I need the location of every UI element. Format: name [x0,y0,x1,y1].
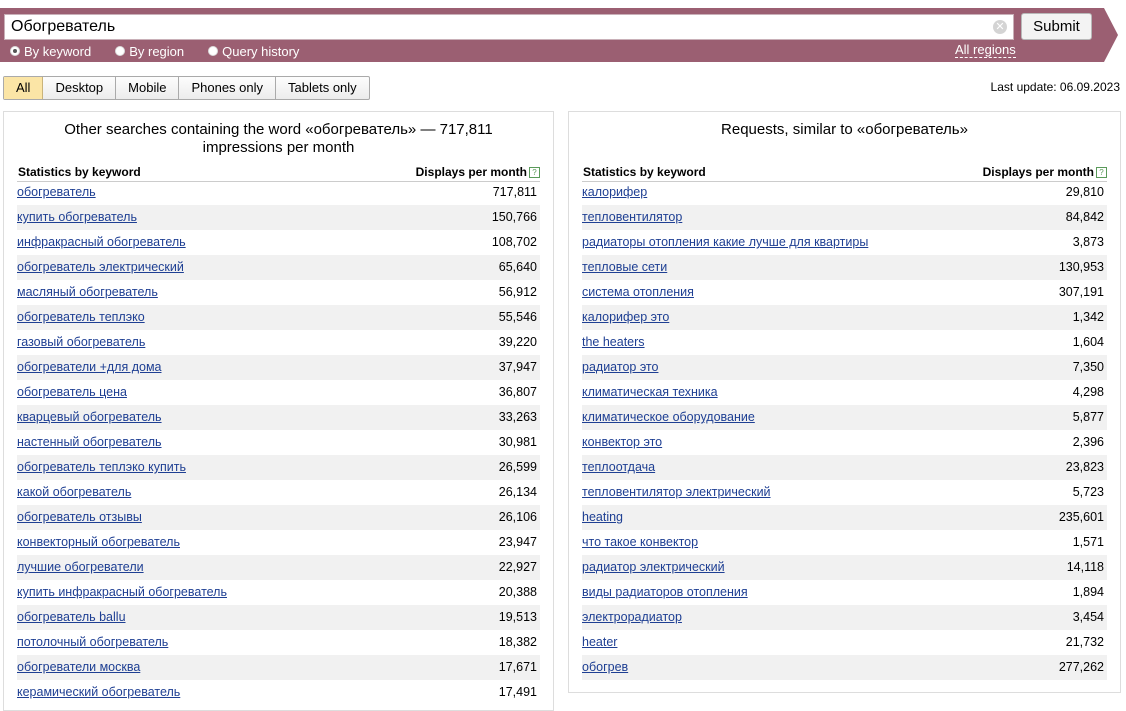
contains-word-panel [3,111,554,711]
displays-value: 18,382 [498,635,537,649]
keyword-link[interactable]: конвектор это [582,435,663,449]
displays-value: 37,947 [498,360,537,374]
displays-value: 30,981 [498,435,537,449]
table-row [582,230,1107,255]
keyword-link[interactable]: обогреватель теплэко купить [17,460,186,474]
displays-value: 1,342 [1072,310,1104,324]
tab-tablets-only[interactable]: Tablets only [288,80,357,95]
displays-value: 7,350 [1072,360,1104,374]
table-row [582,280,1107,305]
displays-value: 235,601 [1058,510,1104,524]
table-row [17,205,540,230]
keyword-link[interactable]: теплоотдача [582,460,656,474]
col-displays-label: Displays per month [415,165,527,179]
all-regions-link[interactable]: All regions [955,42,1016,57]
table-row [17,255,540,280]
keyword-link[interactable]: керамический обогреватель [17,685,181,699]
keyword-link[interactable]: обогреватели +для дома [17,360,162,374]
displays-value: 108,702 [491,235,537,249]
displays-value: 26,134 [498,485,537,499]
table-row [582,530,1107,555]
displays-value: 2,396 [1072,435,1104,449]
col-displays [416,165,540,179]
table-row [582,255,1107,280]
search-input[interactable] [11,18,981,36]
table-row [582,605,1107,630]
panel-title [4,112,553,157]
table-row [582,180,1107,205]
keyword-link[interactable]: климатическая техника [582,385,718,399]
table-row [17,655,540,680]
keyword-link[interactable]: обогреватель цена [17,385,127,399]
keyword-link[interactable]: обогреватель теплэко [17,310,145,324]
table-row [582,380,1107,405]
displays-value: 1,894 [1072,585,1104,599]
help-icon[interactable]: ? [529,167,540,178]
mode-query-history[interactable] [208,42,299,60]
radio-icon[interactable] [115,46,125,56]
tab-desktop[interactable]: Desktop [43,77,116,99]
col-displays [983,165,1107,179]
displays-value: 5,877 [1072,410,1104,424]
col-displays-label: Displays per month [982,165,1094,179]
table-row [582,330,1107,355]
displays-value: 5,723 [1072,485,1104,499]
device-tabs [3,76,370,100]
keyword-link[interactable]: масляный обогреватель [17,285,158,299]
displays-value: 14,118 [1066,560,1104,574]
displays-value: 1,604 [1072,335,1104,349]
keyword-link[interactable]: the heaters [582,335,645,349]
displays-value: 150,766 [491,210,537,224]
keyword-link[interactable]: обогреватель электрический [17,260,184,274]
keyword-link[interactable]: что такое конвектор [582,535,699,549]
table-row [17,380,540,405]
table-row [17,580,540,605]
keyword-link[interactable]: климатическое оборудование [582,410,755,424]
table-row [582,305,1107,330]
mode-label: By region [129,43,185,59]
tab-all[interactable]: All [4,77,43,99]
displays-value: 22,927 [498,560,537,574]
keyword-link[interactable]: какой обогреватель [17,485,132,499]
table-row [582,555,1107,580]
table-row [17,455,540,480]
panel-title-line2: impressions per month [202,139,355,156]
header-arrow [1104,8,1118,62]
table-row [17,355,540,380]
mode-by-region[interactable] [115,42,184,60]
displays-value: 20,388 [498,585,537,599]
displays-value: 3,873 [1072,235,1104,249]
keyword-link[interactable]: настенный обогреватель [17,435,162,449]
table-row [17,530,540,555]
table-row [17,180,540,205]
displays-value: 56,912 [498,285,537,299]
keyword-link[interactable]: лучшие обогреватели [17,560,144,574]
clear-icon[interactable]: ✕ [993,20,1007,34]
table-row [17,555,540,580]
last-update: Last update: 06.09.2023 [990,80,1120,94]
displays-value: 1,571 [1072,535,1104,549]
keyword-link[interactable]: heater [582,635,618,649]
table-row [17,305,540,330]
table-row [17,405,540,430]
table-row [17,280,540,305]
displays-value: 39,220 [498,335,537,349]
radio-icon[interactable] [10,46,20,56]
displays-value: 65,640 [498,260,537,274]
keyword-link[interactable]: радиатор это [582,360,659,374]
keyword-link[interactable]: купить инфракрасный обогреватель [17,585,227,599]
displays-value: 23,947 [498,535,537,549]
table-row [582,405,1107,430]
keyword-link[interactable]: обогреватели москва [17,660,141,674]
table-row [582,455,1107,480]
panel-title: Requests, similar to «обогреватель» [721,121,968,138]
table-row [17,630,540,655]
keyword-link[interactable]: калорифер [582,185,648,199]
table-row [17,230,540,255]
keyword-list [17,180,540,705]
search-mode-group [10,42,299,60]
keyword-link[interactable]: газовый обогреватель [17,335,146,349]
displays-value: 19,513 [498,610,537,624]
keyword-link[interactable]: потолочный обогреватель [17,635,169,649]
col-keyword: Statistics by keyword [583,165,706,179]
keyword-link[interactable]: кварцевый обогреватель [17,410,162,424]
displays-value: 17,671 [498,660,537,674]
displays-value: 23,823 [1065,460,1104,474]
keyword-link[interactable]: тепловые сети [582,260,668,274]
keyword-link[interactable]: обогреватель ballu [17,610,126,624]
keyword-link[interactable]: радиаторы отопления какие лучше для квартиры [582,235,869,249]
mode-label: By keyword [24,43,92,59]
keyword-link[interactable]: система отопления [582,285,694,299]
keyword-link[interactable]: купить обогреватель [17,210,137,224]
table-row [582,205,1107,230]
mode-label: Query history [222,43,300,59]
displays-value: 21,732 [1065,635,1104,649]
displays-value: 36,807 [498,385,537,399]
displays-value: 277,262 [1058,660,1104,674]
table-row [582,480,1107,505]
keyword-link[interactable]: тепловентилятор электрический [582,485,771,499]
displays-value: 55,546 [498,310,537,324]
keyword-list [582,180,1107,680]
displays-value: 130,953 [1058,260,1104,274]
table-row [582,355,1107,380]
table-row [17,330,540,355]
keyword-link[interactable]: радиатор электрический [582,560,725,574]
displays-value: 717,811 [492,185,537,199]
table-row [582,655,1107,680]
keyword-link[interactable]: инфракрасный обогреватель [17,235,186,249]
submit-button[interactable]: Submit [1021,13,1092,40]
displays-value: 29,810 [1065,185,1104,199]
tab-mobile[interactable]: Mobile [116,77,179,99]
keyword-link[interactable]: heating [582,510,624,524]
keyword-link[interactable]: калорифер это [582,310,670,324]
table-row [17,430,540,455]
keyword-link[interactable]: обогреватель отзывы [17,510,142,524]
col-keyword: Statistics by keyword [18,165,141,179]
displays-value: 26,106 [498,510,537,524]
table-row [17,680,540,705]
keyword-link[interactable]: обогрев [582,660,629,674]
radio-icon[interactable] [208,46,218,56]
keyword-link[interactable]: тепловентилятор [582,210,683,224]
similar-requests-panel [568,111,1121,693]
displays-value: 3,454 [1072,610,1104,624]
mode-by-keyword[interactable] [10,42,91,60]
search-box[interactable] [4,14,1014,40]
table-row [582,505,1107,530]
keyword-link[interactable]: обогреватель [17,185,96,199]
displays-value: 307,191 [1058,285,1104,299]
table-row [582,430,1107,455]
table-row [582,630,1107,655]
keyword-link[interactable]: виды радиаторов отопления [582,585,748,599]
displays-value: 26,599 [498,460,537,474]
table-row [17,480,540,505]
displays-value: 4,298 [1072,385,1104,399]
displays-value: 84,842 [1065,210,1104,224]
tab-phones-only[interactable]: Phones only [179,77,276,99]
keyword-link[interactable]: электрорадиатор [582,610,682,624]
panel-title-line1: Other searches containing the word «обогреватель» — 717,811 [64,121,493,138]
displays-value: 17,491 [498,685,537,699]
table-row [17,505,540,530]
table-row [17,605,540,630]
displays-value: 33,263 [498,410,537,424]
help-icon[interactable]: ? [1096,167,1107,178]
table-row [582,580,1107,605]
keyword-link[interactable]: конвекторный обогреватель [17,535,180,549]
